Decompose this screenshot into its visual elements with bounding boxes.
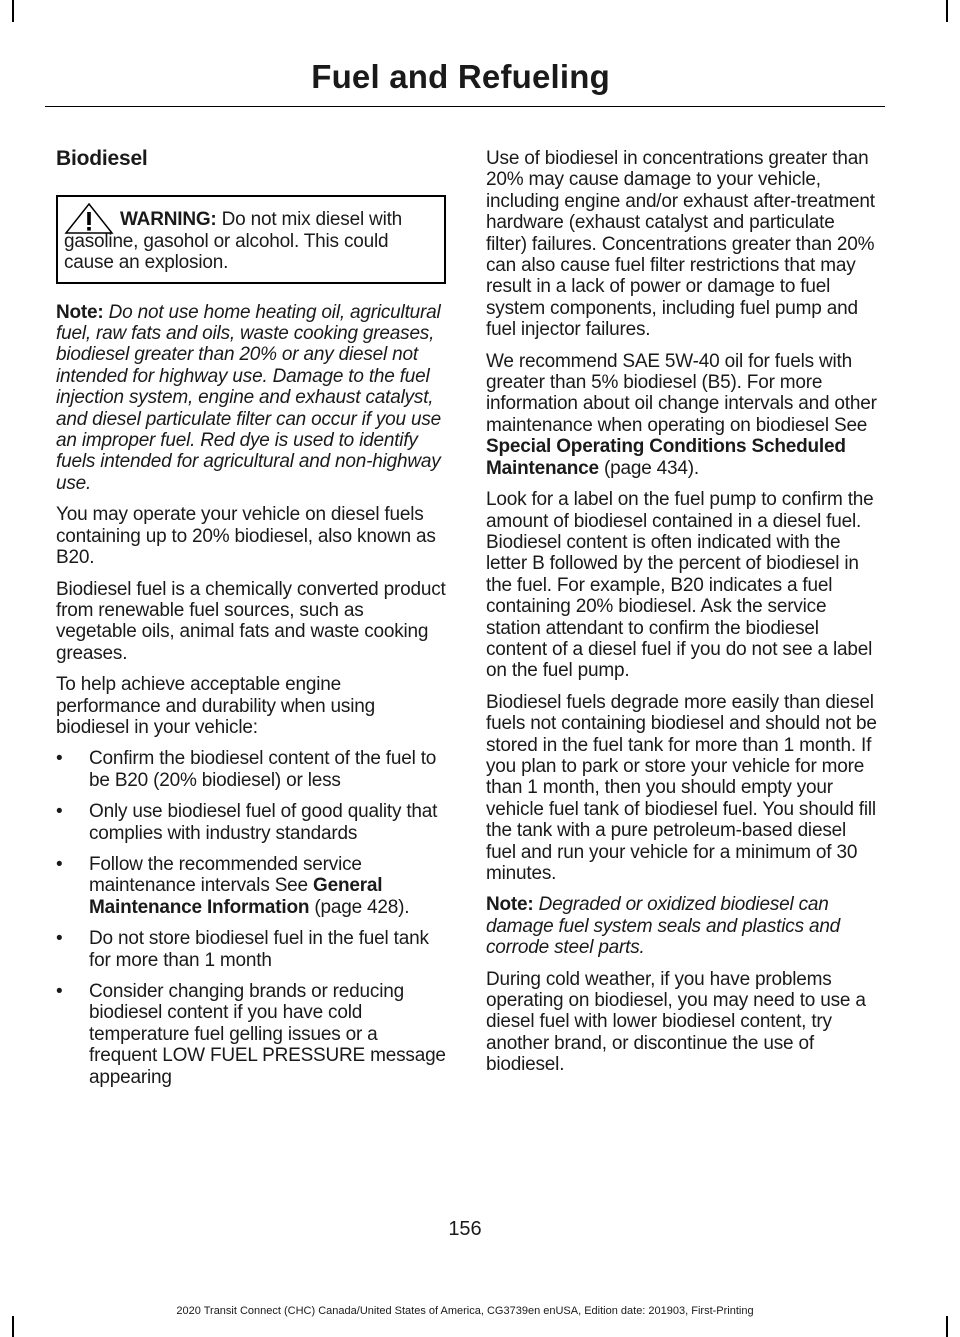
cross-reference-link[interactable]: General Maintenance Information — [89, 875, 383, 918]
list-item — [56, 981, 446, 1088]
page-number: 156 — [448, 1218, 482, 1240]
section-heading: Biodiesel — [56, 147, 148, 170]
page-reference: (page 428). — [309, 896, 410, 918]
note-paragraph — [486, 894, 880, 958]
note-label: Note: — [56, 301, 104, 323]
list-item — [56, 928, 446, 971]
crop-mark-bottom-left — [12, 1316, 14, 1337]
warning-box — [56, 195, 446, 283]
bullet-icon: • — [56, 853, 63, 875]
body-paragraph: Look for a label on the fuel pump to confirm the amount of biodiesel contained in a diesel fuel. Biodiesel content is often indicated with the letter B followed by the percent of biodiesel in the fuel. For example, B20 indicates a fuel containing 20% biodiesel. Ask the service station attendant to confirm the biodiesel content of a diesel fuel if you do not see a label on the fuel pump. — [486, 489, 874, 682]
header-rule — [45, 106, 885, 107]
list-item — [56, 748, 446, 791]
crop-mark-top-right — [946, 0, 948, 22]
warning-triangle-icon — [64, 203, 114, 235]
crop-mark-bottom-right — [946, 1316, 948, 1337]
right-column — [486, 148, 880, 1086]
body-paragraph: Biodiesel fuels degrade more easily than diesel fuels not containing biodiesel and should not be stored in the fuel tank for more than 1 month. If you plan to park or store your vehicle for more than 1 month, then you should empty your vehicle fuel tank of biodiesel fuel. You should fill the tank with a pure petroleum-based diesel fuel and run your vehicle for a minimum of 30 minutes. — [486, 691, 877, 884]
body-paragraph: Use of biodiesel in concentrations greater than 20% may cause damage to your vehicle, including engine and/or exhaust after-treatment hardware (exhaust catalyst and particulate filter) failures. Concentrations greater than 20% can also cause fuel filter restrictions that may result in a lack of power or damage to fuel system components, including fuel pump and fuel injector failures. — [486, 148, 875, 341]
bullet-icon: • — [56, 981, 63, 1002]
list-item — [56, 854, 446, 918]
list-item-text: Do not store biodiesel fuel in the fuel tank for more than 1 month — [89, 928, 429, 971]
list-item-text: Confirm the biodiesel content of the fuel to be B20 (20% biodiesel) or less — [89, 748, 437, 791]
page-reference: (page 434). — [598, 457, 699, 479]
warning-label: WARNING: — [120, 209, 217, 231]
page-title: Fuel and Refueling — [311, 58, 610, 95]
body-paragraph: During cold weather, if you have problems operating on biodiesel, you may need to use a diesel fuel with lower biodiesel content, try another brand, or discontinue the use of biodiesel. — [486, 968, 866, 1076]
note-text: Degraded or oxidized biodiesel can damage fuel system seals and plastics and corrode steel parts. — [486, 894, 841, 959]
warning-text — [64, 209, 436, 273]
note-paragraph — [56, 302, 446, 495]
cross-reference-link[interactable]: Special Operating Conditions Scheduled Maintenance — [486, 436, 846, 479]
list-item-text: Only use biodiesel fuel of good quality that complies with industry standards — [89, 801, 438, 844]
bullet-icon: • — [56, 928, 63, 950]
body-paragraph — [486, 351, 880, 479]
bullet-list — [56, 748, 446, 1088]
body-paragraph: To help achieve acceptable engine performance and durability when using biodiesel in your vehicle: — [56, 674, 375, 738]
body-paragraph: Biodiesel fuel is a chemically converted product from renewable fuel sources, such as vegetable oils, animal fats and waste cooking greases. — [56, 578, 446, 664]
bullet-icon: • — [56, 801, 63, 823]
list-item-text: Consider changing brands or reducing biodiesel content if you have cold temperature fuel gelling issues or a frequent LOW FUEL PRESSURE message appearing — [89, 981, 446, 1088]
list-item — [56, 801, 446, 844]
bullet-icon: • — [56, 748, 63, 770]
note-text: Do not use home heating oil, agricultural fuel, raw fats and oils, waste cooking greases, biodiesel greater than 20% or any diesel not intended for highway use. Damage to the fuel injection system, engine and exhaust catalyst, and diesel particulate filter can occur if you use an improper fuel. Red dye is used to identify fuels intended for agricultural and non-highway use. — [56, 301, 441, 494]
list-item-text: Follow the recommended service maintenance intervals See — [89, 853, 362, 897]
left-column — [56, 148, 446, 1098]
paragraph-text: We recommend SAE 5W-40 oil for fuels with greater than 5% biodiesel (B5). For more information about oil change intervals and other maintenance when operating on biodiesel See — [486, 350, 877, 436]
warning-body: Do not mix diesel with gasoline, gasohol or alcohol. This could cause an explosion. — [64, 209, 403, 274]
body-paragraph: You may operate your vehicle on diesel fuels containing up to 20% biodiesel, also known as B20. — [56, 504, 436, 569]
crop-mark-top-left — [12, 0, 14, 22]
footer-text: 2020 Transit Connect (CHC) Canada/United States of America, CG3739en enUSA, Edition date: 201903, First-Printing — [176, 1305, 754, 1317]
note-label: Note: — [486, 894, 534, 916]
